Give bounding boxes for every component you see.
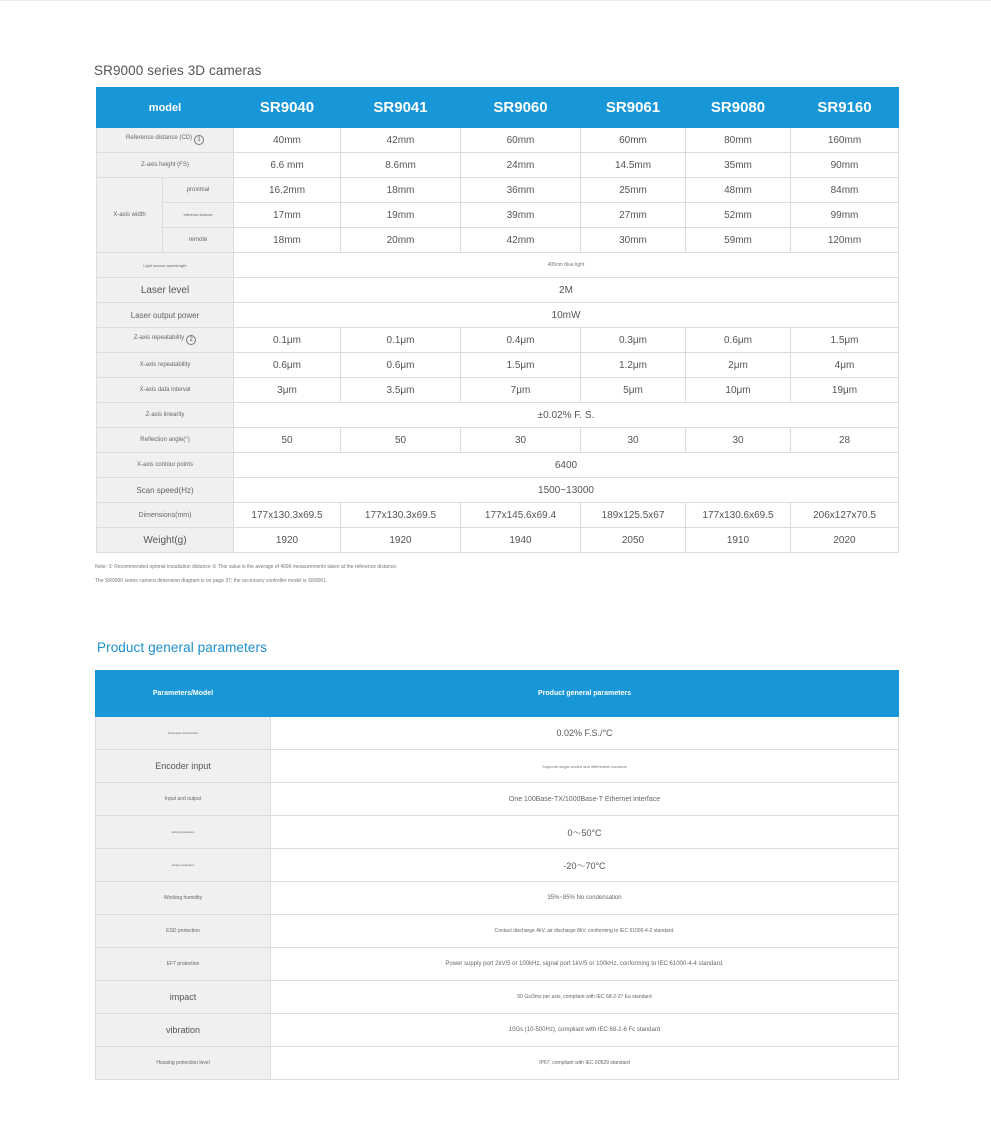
cell: 18mm (234, 228, 341, 253)
cell: 405nm blue light (234, 253, 899, 278)
cell: 177x130.6x69.5 (686, 503, 791, 528)
row-label: X-axis width (97, 178, 163, 253)
row-label: Temperature characteristics (96, 717, 271, 750)
table-row (96, 915, 899, 948)
table-row (97, 278, 899, 303)
table-row (97, 378, 899, 403)
table-header-row (96, 671, 899, 717)
cell: 0.3μm (581, 328, 686, 353)
row-label: ESD protection (96, 915, 271, 948)
row-label: Light source wavelength (97, 253, 234, 278)
cell: 25mm (581, 178, 686, 203)
cell: 6.6 mm (234, 153, 341, 178)
row-label: Reference distance (CD) 1 (97, 128, 234, 153)
cell: 35mm (686, 153, 791, 178)
header-model-name: SR9080 (686, 88, 791, 128)
footnote: Note: ① Recommended optimal installation distance ② This value is the average of 4096 measurements taken at the reference distance. (95, 564, 398, 570)
table-row (97, 478, 899, 503)
table-row (97, 253, 899, 278)
cell: IP67, compliant with IEC 60529 standard (271, 1047, 899, 1080)
row-label: Encoder input (96, 750, 271, 783)
cell: 2050 (581, 528, 686, 553)
page-top-divider (0, 0, 991, 1)
cell: ±0.02% F. S. (234, 403, 899, 428)
row-label: Weight(g) (97, 528, 234, 553)
cell: Power supply port 2kV/5 or 100kHz, signal port 1kV/5 or 100kHz, conforming to IEC 61000-4-4 standard. (271, 948, 899, 981)
cell: 1.5μm (461, 353, 581, 378)
table-row (97, 178, 899, 203)
row-label: Reflection angle(°) (97, 428, 234, 453)
table-row (97, 353, 899, 378)
cell: 59mm (686, 228, 791, 253)
table-row (96, 948, 899, 981)
header-parameters: Parameters/Model (96, 671, 271, 717)
cell: 120mm (791, 228, 899, 253)
row-label: X-axis data interval (97, 378, 234, 403)
table-row (96, 981, 899, 1014)
cell: 177x145.6x69.4 (461, 503, 581, 528)
section-title-sr9000: SR9000 series 3D cameras (94, 63, 262, 78)
cell: 7μm (461, 378, 581, 403)
sub-label: remote (163, 228, 234, 253)
cell: 19mm (341, 203, 461, 228)
cell: 1.2μm (581, 353, 686, 378)
row-label: Scan speed(Hz) (97, 478, 234, 503)
cell: 42mm (461, 228, 581, 253)
cell: 19μm (791, 378, 899, 403)
table-row (96, 1047, 899, 1080)
footnote-marker: 1 (194, 135, 204, 145)
cell: 50 (234, 428, 341, 453)
row-label: X-axis repeatability (97, 353, 234, 378)
cell: 90mm (791, 153, 899, 178)
cell: 0.02% F.S./°C (271, 717, 899, 750)
cell: 6400 (234, 453, 899, 478)
table-row (97, 228, 899, 253)
cell: 10mW (234, 303, 899, 328)
cell: 60mm (581, 128, 686, 153)
cell: Contact discharge 4kV, air discharge 8kV, conforming to IEC 61000-4-2 standard. (271, 915, 899, 948)
row-label: storage temperature (96, 849, 271, 882)
cell: 2020 (791, 528, 899, 553)
row-label: Working humidity (96, 882, 271, 915)
row-label: Housing protection level (96, 1047, 271, 1080)
cell: 189x125.5x67 (581, 503, 686, 528)
cell: 8.6mm (341, 153, 461, 178)
header-general-parameters: Product general parameters (271, 671, 899, 717)
row-label: Z-axis linearity (97, 403, 234, 428)
sub-label: reference distance (163, 203, 234, 228)
cell: 42mm (341, 128, 461, 153)
cell: 206x127x70.5 (791, 503, 899, 528)
table-row (96, 882, 899, 915)
row-label: Laser level (97, 278, 234, 303)
cell: 0.1μm (234, 328, 341, 353)
table-row (97, 453, 899, 478)
cell: 17mm (234, 203, 341, 228)
footnote: The SR9000 series camera dimension diagram is on page 37; the accessory controller model is SR9001. (95, 578, 328, 584)
cell: 177x130.3x69.5 (234, 503, 341, 528)
table-row (96, 816, 899, 849)
sr9000-spec-table (96, 87, 899, 553)
cell: Supports single-ended and differential encoders (271, 750, 899, 783)
row-label: X-axis contour points (97, 453, 234, 478)
cell: 177x130.3x69.5 (341, 503, 461, 528)
section-title-general-parameters: Product general parameters (97, 640, 267, 655)
cell: 99mm (791, 203, 899, 228)
table-row (96, 1014, 899, 1047)
cell: 4μm (791, 353, 899, 378)
row-label: Dimensions(mm) (97, 503, 234, 528)
general-parameters-table (95, 670, 899, 1080)
table-row (97, 503, 899, 528)
cell: 30 (686, 428, 791, 453)
cell: 84mm (791, 178, 899, 203)
cell: 3.5μm (341, 378, 461, 403)
cell: 28 (791, 428, 899, 453)
table-row (97, 303, 899, 328)
cell: 27mm (581, 203, 686, 228)
table-row (97, 203, 899, 228)
cell: 24mm (461, 153, 581, 178)
row-label: working temperature (96, 816, 271, 849)
row-label: Z-axis height (FS) (97, 153, 234, 178)
cell: 0.6μm (341, 353, 461, 378)
table-row (97, 428, 899, 453)
row-label: impact (96, 981, 271, 1014)
cell: 1910 (686, 528, 791, 553)
cell: 1940 (461, 528, 581, 553)
cell: 50 Gs/3ms per axis, compliant with IEC 68-2-27 Ea standard (271, 981, 899, 1014)
cell: 14.5mm (581, 153, 686, 178)
table-row (96, 750, 899, 783)
table-row (97, 128, 899, 153)
cell: 1.5μm (791, 328, 899, 353)
cell: 1500~13000 (234, 478, 899, 503)
row-label: Laser output power (97, 303, 234, 328)
cell: 1920 (234, 528, 341, 553)
table-row (96, 849, 899, 882)
cell: 36mm (461, 178, 581, 203)
cell: 20mm (341, 228, 461, 253)
footnote-marker: 2 (186, 335, 196, 345)
cell: 30 (461, 428, 581, 453)
cell: 80mm (686, 128, 791, 153)
table-row (96, 783, 899, 816)
cell: 48mm (686, 178, 791, 203)
cell: 50 (341, 428, 461, 453)
cell: 39mm (461, 203, 581, 228)
table-row (96, 717, 899, 750)
cell: 3μm (234, 378, 341, 403)
cell: 1920 (341, 528, 461, 553)
cell: 2M (234, 278, 899, 303)
table-row (97, 328, 899, 353)
cell: 0.1μm (341, 328, 461, 353)
header-model-name: SR9160 (791, 88, 899, 128)
row-label: vibration (96, 1014, 271, 1047)
header-model-name: SR9040 (234, 88, 341, 128)
cell: 18mm (341, 178, 461, 203)
cell: 0.6μm (234, 353, 341, 378)
cell: 30mm (581, 228, 686, 253)
cell: 10Gs (10-500Hz), compliant with IEC 68-2-6 Fc standard (271, 1014, 899, 1047)
cell: -20～70°C (271, 849, 899, 882)
header-model: model (97, 88, 234, 128)
sub-label: proximal (163, 178, 234, 203)
table-row (97, 153, 899, 178)
cell: 160mm (791, 128, 899, 153)
row-label: Z-axis repeatability 2 (97, 328, 234, 353)
cell: 60mm (461, 128, 581, 153)
row-label: EFT protection (96, 948, 271, 981)
cell: 30 (581, 428, 686, 453)
cell: 10μm (686, 378, 791, 403)
cell: 40mm (234, 128, 341, 153)
table-row (97, 528, 899, 553)
cell: 0～50°C (271, 816, 899, 849)
cell: 0.6μm (686, 328, 791, 353)
cell: 0.4μm (461, 328, 581, 353)
header-model-name: SR9060 (461, 88, 581, 128)
cell: 35%~85% No condensation (271, 882, 899, 915)
cell: 52mm (686, 203, 791, 228)
table-row (97, 403, 899, 428)
cell: One 100Base-TX/1000Base-T Ethernet interface (271, 783, 899, 816)
cell: 2μm (686, 353, 791, 378)
header-model-name: SR9061 (581, 88, 686, 128)
header-model-name: SR9041 (341, 88, 461, 128)
table-header-row (97, 88, 899, 128)
cell: 16.2mm (234, 178, 341, 203)
cell: 5μm (581, 378, 686, 403)
row-label: Input and output (96, 783, 271, 816)
